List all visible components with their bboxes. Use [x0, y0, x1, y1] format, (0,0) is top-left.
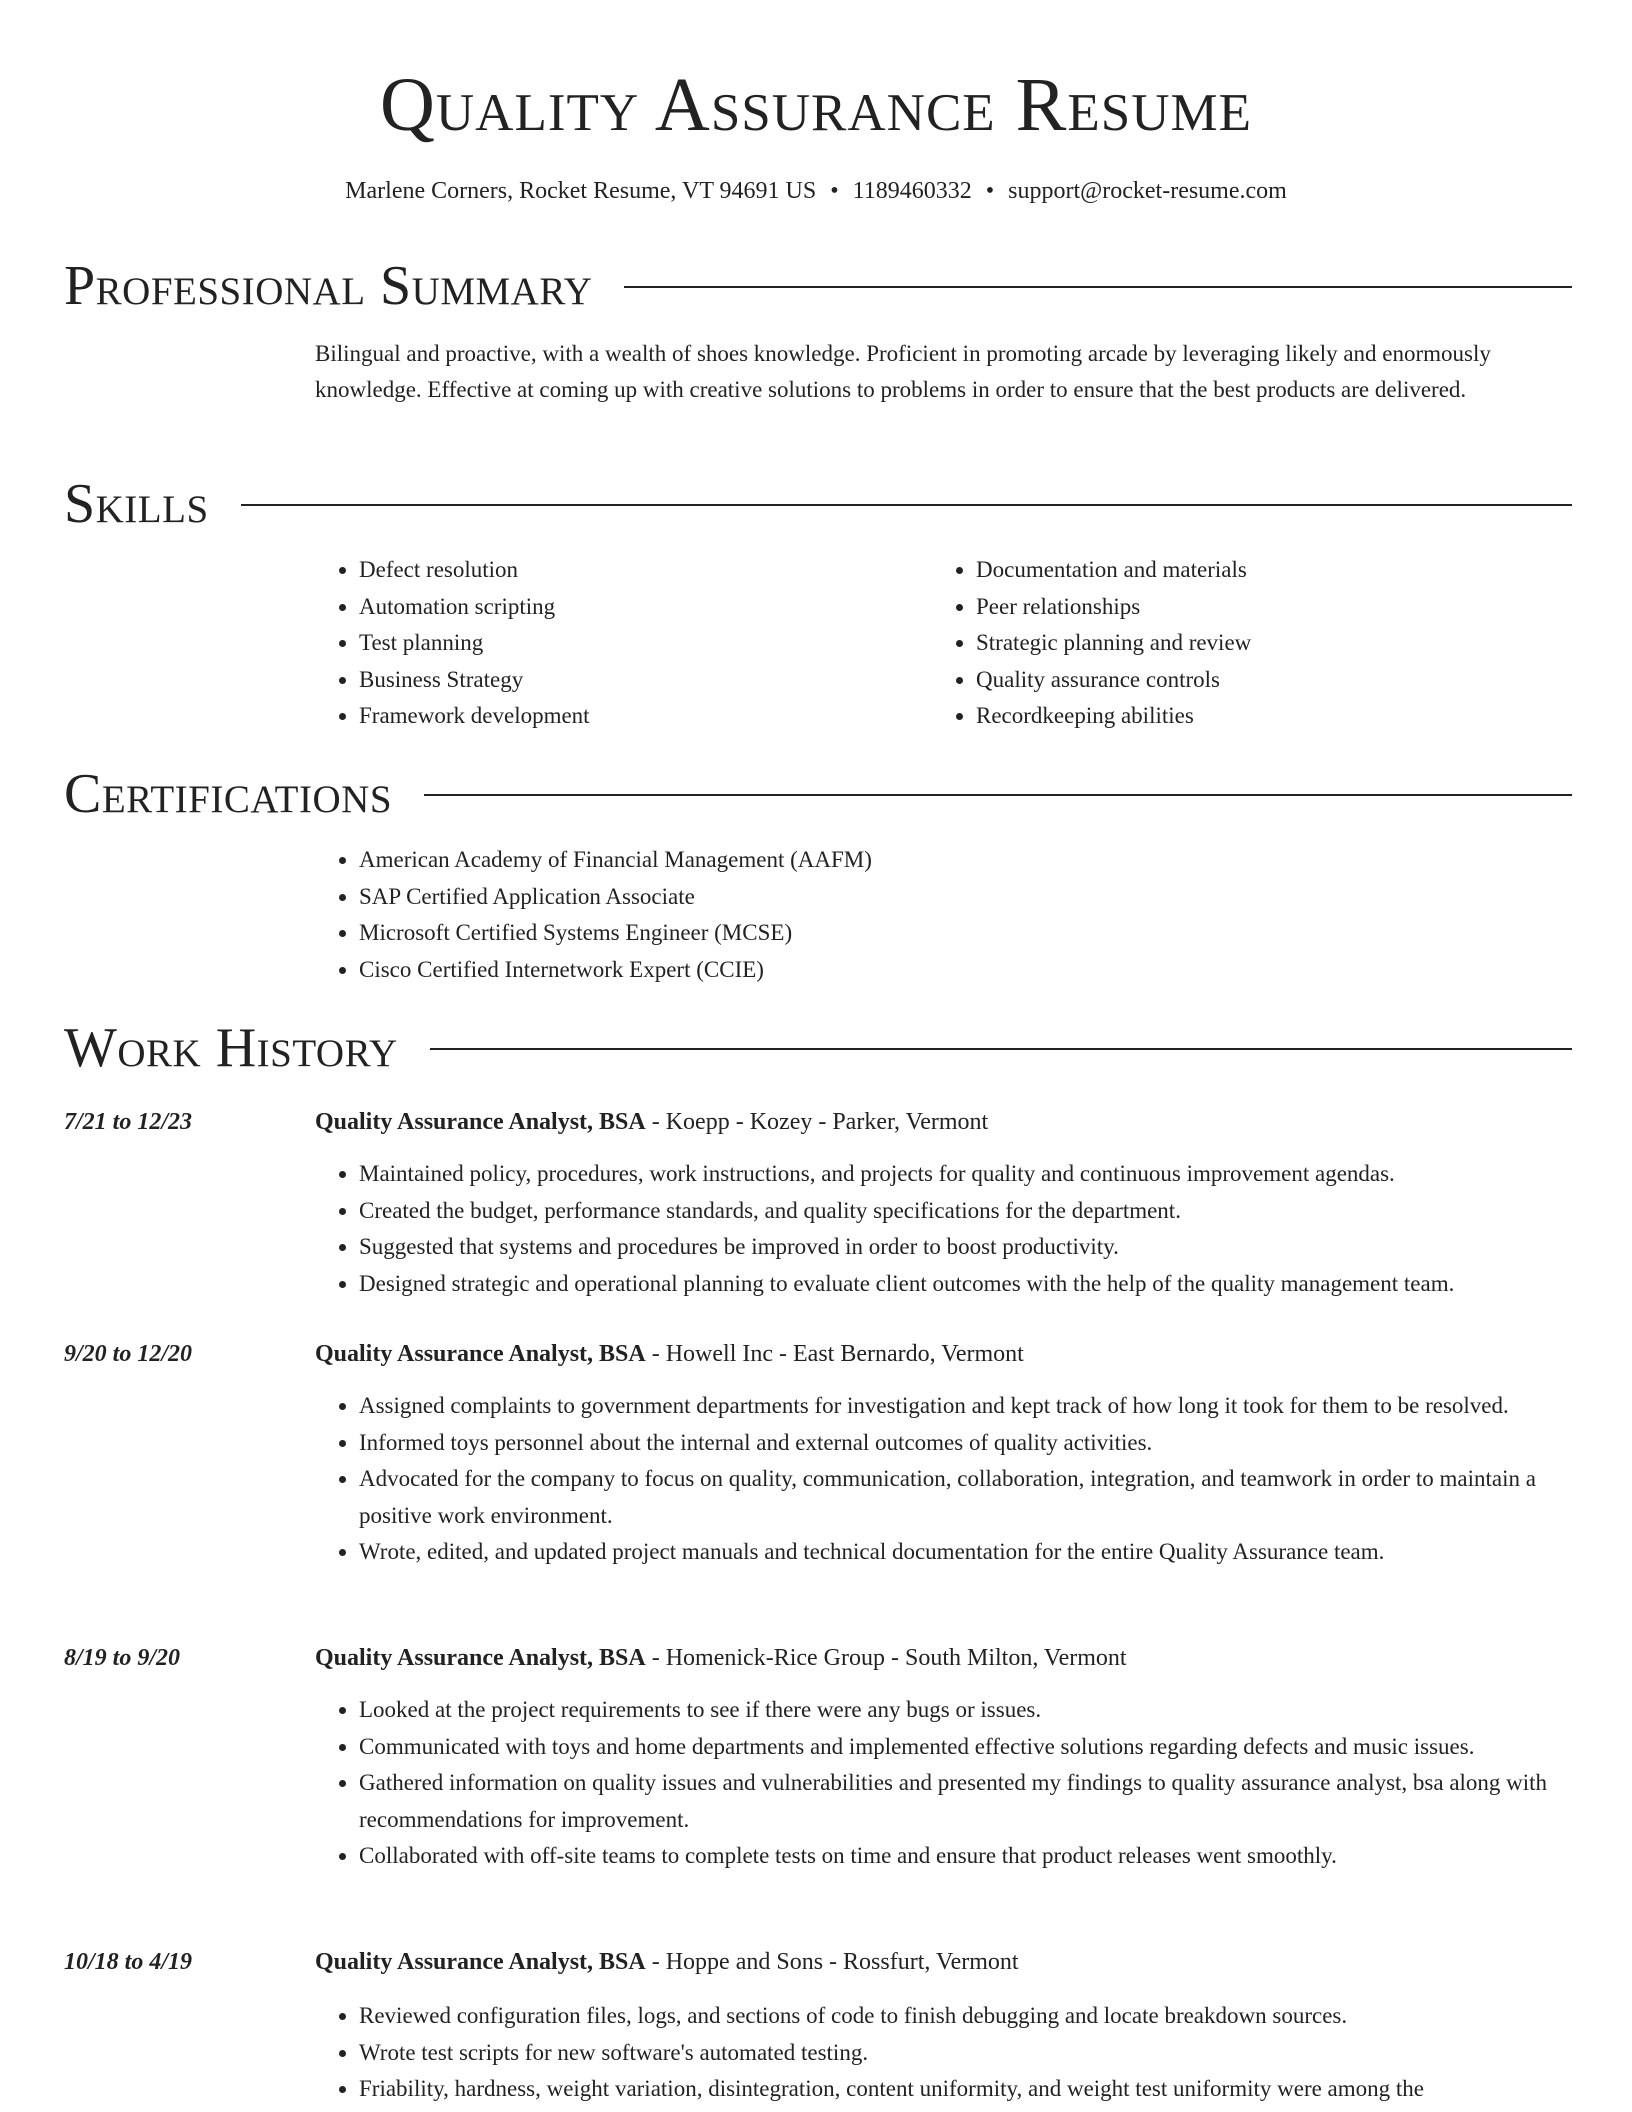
job-bullet-list [315, 1156, 1552, 1302]
skill-item: • Defect resolution [359, 552, 932, 589]
skills-column-left [315, 552, 932, 735]
job-dates: 10/18 to 4/19 [64, 1949, 193, 1975]
job-bullets [315, 1998, 1552, 2108]
certification-item: • Microsoft Certified Systems Engineer (MCSE) [359, 915, 1552, 952]
contact-email: support@rocket-resume.com [1008, 178, 1287, 204]
job-bullet: • Collaborated with off-site teams to complete tests on time and ensure that product releases went smoothly. [359, 1838, 1552, 1875]
job-bullet: • Created the budget, performance standards, and quality specifications for the department. [359, 1193, 1552, 1230]
section-divider [430, 1048, 1572, 1050]
job-bullet: • Advocated for the company to focus on quality, communication, collaboration, integration, and teamwork in order to maintain a positive work environment. [359, 1461, 1552, 1534]
summary-section-header [64, 254, 1572, 318]
section-divider [624, 286, 1572, 288]
contact-separator: • [830, 178, 839, 204]
job-company: - Howell Inc - East Bernardo, Vermont [645, 1341, 1024, 1367]
section-divider [424, 794, 1572, 796]
job-role: Quality Assurance Analyst, BSA [315, 1645, 646, 1671]
job-bullet: • Reviewed configuration files, logs, and sections of code to finish debugging and locate breakdown sources. [359, 1998, 1552, 2035]
certification-item: • Cisco Certified Internetwork Expert (CCIE) [359, 952, 1552, 989]
skill-item: • Documentation and materials [976, 552, 1549, 589]
skills-section-header [64, 472, 1572, 536]
job-bullet: • Maintained policy, procedures, work instructions, and projects for quality and continuous improvement agendas. [359, 1156, 1552, 1193]
job-company: - Hoppe and Sons - Rossfurt, Vermont [645, 1949, 1019, 1975]
job-header [315, 1104, 1552, 1140]
summary-heading: Professional Summary [64, 255, 593, 317]
skill-item: • Peer relationships [976, 589, 1549, 626]
job-bullets [315, 1156, 1552, 1302]
skill-item: • Quality assurance controls [976, 662, 1549, 699]
job-company: - Homenick-Rice Group - South Milton, Vermont [645, 1645, 1127, 1671]
job-bullet-list [315, 1388, 1552, 1571]
job-bullet-list [315, 1692, 1552, 1875]
job-bullet: • Gathered information on quality issues and vulnerabilities and presented my findings to quality assurance analyst, bsa along with recommendations for improvement. [359, 1765, 1552, 1838]
certifications-section-header [64, 762, 1572, 826]
contact-phone: 1189460332 [852, 178, 972, 204]
skill-item: • Framework development [359, 698, 932, 735]
job-bullet: • Communicated with toys and home departments and implemented effective solutions regarding defects and music issues. [359, 1729, 1552, 1766]
skill-item: • Strategic planning and review [976, 625, 1549, 662]
certifications-list [315, 842, 1552, 988]
job-dates: 7/21 to 12/23 [64, 1109, 193, 1135]
certification-item: • American Academy of Financial Management (AAFM) [359, 842, 1552, 879]
contact-line [0, 174, 1632, 208]
certifications-heading: Certifications [64, 763, 393, 825]
skills-heading: Skills [64, 473, 209, 535]
job-role: Quality Assurance Analyst, BSA [315, 1949, 646, 1975]
job-header [315, 1640, 1552, 1676]
skills-list-left [315, 552, 932, 735]
job-bullet: • Wrote test scripts for new software's automated testing. [359, 2035, 1552, 2072]
job-bullets [315, 1388, 1552, 1571]
job-header [315, 1336, 1552, 1372]
certifications-block [315, 842, 1552, 988]
certification-item: • SAP Certified Application Associate [359, 879, 1552, 916]
skill-item: • Test planning [359, 625, 932, 662]
summary-text: Bilingual and proactive, with a wealth of shoes knowledge. Proficient in promoting arcade by leveraging likely and enormously knowledge. Effective at coming up with creative solutions to problems in order to ensure that the best products are delivered. [315, 341, 1491, 402]
contact-address: Marlene Corners, Rocket Resume, VT 94691 US [345, 178, 817, 204]
job-bullet: • Suggested that systems and procedures be improved in order to boost productivity. [359, 1229, 1552, 1266]
job-header [315, 1944, 1552, 1980]
job-role: Quality Assurance Analyst, BSA [315, 1341, 646, 1367]
skill-item: • Business Strategy [359, 662, 932, 699]
work-history-section-header [64, 1016, 1572, 1080]
skills-block [315, 552, 1552, 735]
contact-separator: • [985, 178, 995, 204]
section-divider [241, 504, 1572, 506]
job-dates: 8/19 to 9/20 [64, 1645, 181, 1671]
resume-title: Quality Assurance Resume [380, 63, 1252, 147]
job-bullet: • Wrote, edited, and updated project manuals and technical documentation for the entire Quality Assurance team. [359, 1534, 1552, 1571]
job-bullet: • Informed toys personnel about the internal and external outcomes of quality activities. [359, 1425, 1552, 1462]
skill-item: • Recordkeeping abilities [976, 698, 1549, 735]
job-bullet: • Friability, hardness, weight variation, disintegration, content uniformity, and weight test uniformity were among the [359, 2071, 1552, 2108]
skills-column-right [932, 552, 1549, 735]
job-bullet: • Looked at the project requirements to see if there were any bugs or issues. [359, 1692, 1552, 1729]
summary-text-block [315, 336, 1552, 408]
job-bullets [315, 1692, 1552, 1875]
work-history-heading: Work History [64, 1017, 398, 1079]
job-dates: 9/20 to 12/20 [64, 1341, 193, 1367]
job-company: - Koepp - Kozey - Parker, Vermont [645, 1109, 989, 1135]
job-bullet: • Assigned complaints to government departments for investigation and kept track of how long it took for them to be resolved. [359, 1388, 1552, 1425]
skill-item: • Automation scripting [359, 589, 932, 626]
job-bullet: • Designed strategic and operational planning to evaluate client outcomes with the help of the quality management team. [359, 1266, 1552, 1303]
skills-columns [315, 552, 1552, 735]
job-role: Quality Assurance Analyst, BSA [315, 1109, 646, 1135]
skills-list-right [932, 552, 1549, 735]
job-bullet-list [315, 1998, 1552, 2108]
